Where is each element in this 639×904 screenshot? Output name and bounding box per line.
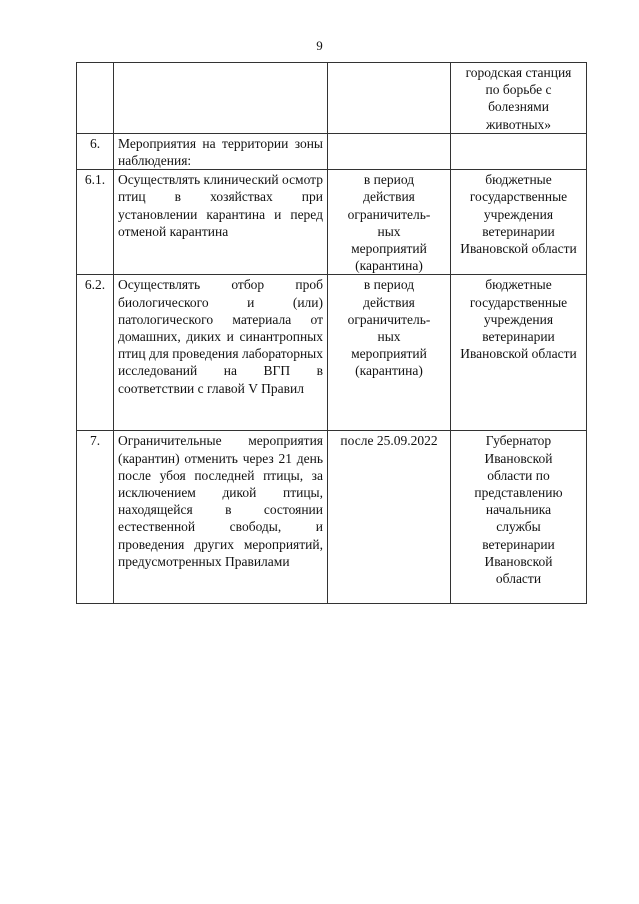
responsible-text <box>451 63 587 134</box>
term-text <box>328 133 451 169</box>
term-text: после 25.09.2022 <box>328 431 451 604</box>
table-row <box>77 63 587 134</box>
measure-text <box>114 63 328 134</box>
responsible-text: бюджетные государственные учреждения ветеринарии Ивановской области <box>451 170 587 275</box>
measure-text: Мероприятия на территории зоны наблюдения: <box>114 133 328 169</box>
row-number: 7. <box>77 431 114 604</box>
row-number: 6.2. <box>77 275 114 431</box>
responsible-text <box>451 133 587 169</box>
measure-text: Осуществлять отбор проб биологического и (или) патологического материала от домашних, диких и синантропных птиц для проведения лабораторных исследований на ВГП в соответствии с главой V Правил <box>114 275 328 431</box>
row-number: 6. <box>77 133 114 169</box>
term-text <box>328 275 451 431</box>
responsible-text: бюджетные государственные учреждения ветеринарии Ивановской области <box>451 275 587 431</box>
measures-table <box>76 62 587 604</box>
page-number: 9 <box>316 38 323 53</box>
measure-text: Ограничительные мероприятия (карантин) отменить через 21 день после убоя последней птицы, за исключением дикой птицы, находящейся в состоянии естественной свободы, и проведения других мероприятий, предусмотренных Правилами <box>114 431 328 604</box>
term-wrap: в период действия ограничитель-ных мероприятий (карантина) <box>347 277 431 379</box>
term-text <box>328 170 451 275</box>
table-row <box>77 133 587 169</box>
responsible-wrap: городская станция по борьбе с болезнями животных» <box>465 65 572 132</box>
row-number: 6.1. <box>77 170 114 275</box>
row-number <box>77 63 114 134</box>
table-row <box>77 275 587 431</box>
table-row <box>77 170 587 275</box>
table-row <box>77 431 587 604</box>
measure-text: Осуществлять клинический осмотр птиц в хозяйствах при установлении карантина и перед отменой карантина <box>114 170 328 275</box>
responsible-text <box>451 431 587 604</box>
term-wrap: в период действия ограничитель-ных мероприятий (карантина) <box>347 172 431 274</box>
responsible-wrap: Губернатор Ивановской области по представлению начальника службы ветеринарии Ивановской области <box>474 433 563 587</box>
term-text <box>328 63 451 134</box>
